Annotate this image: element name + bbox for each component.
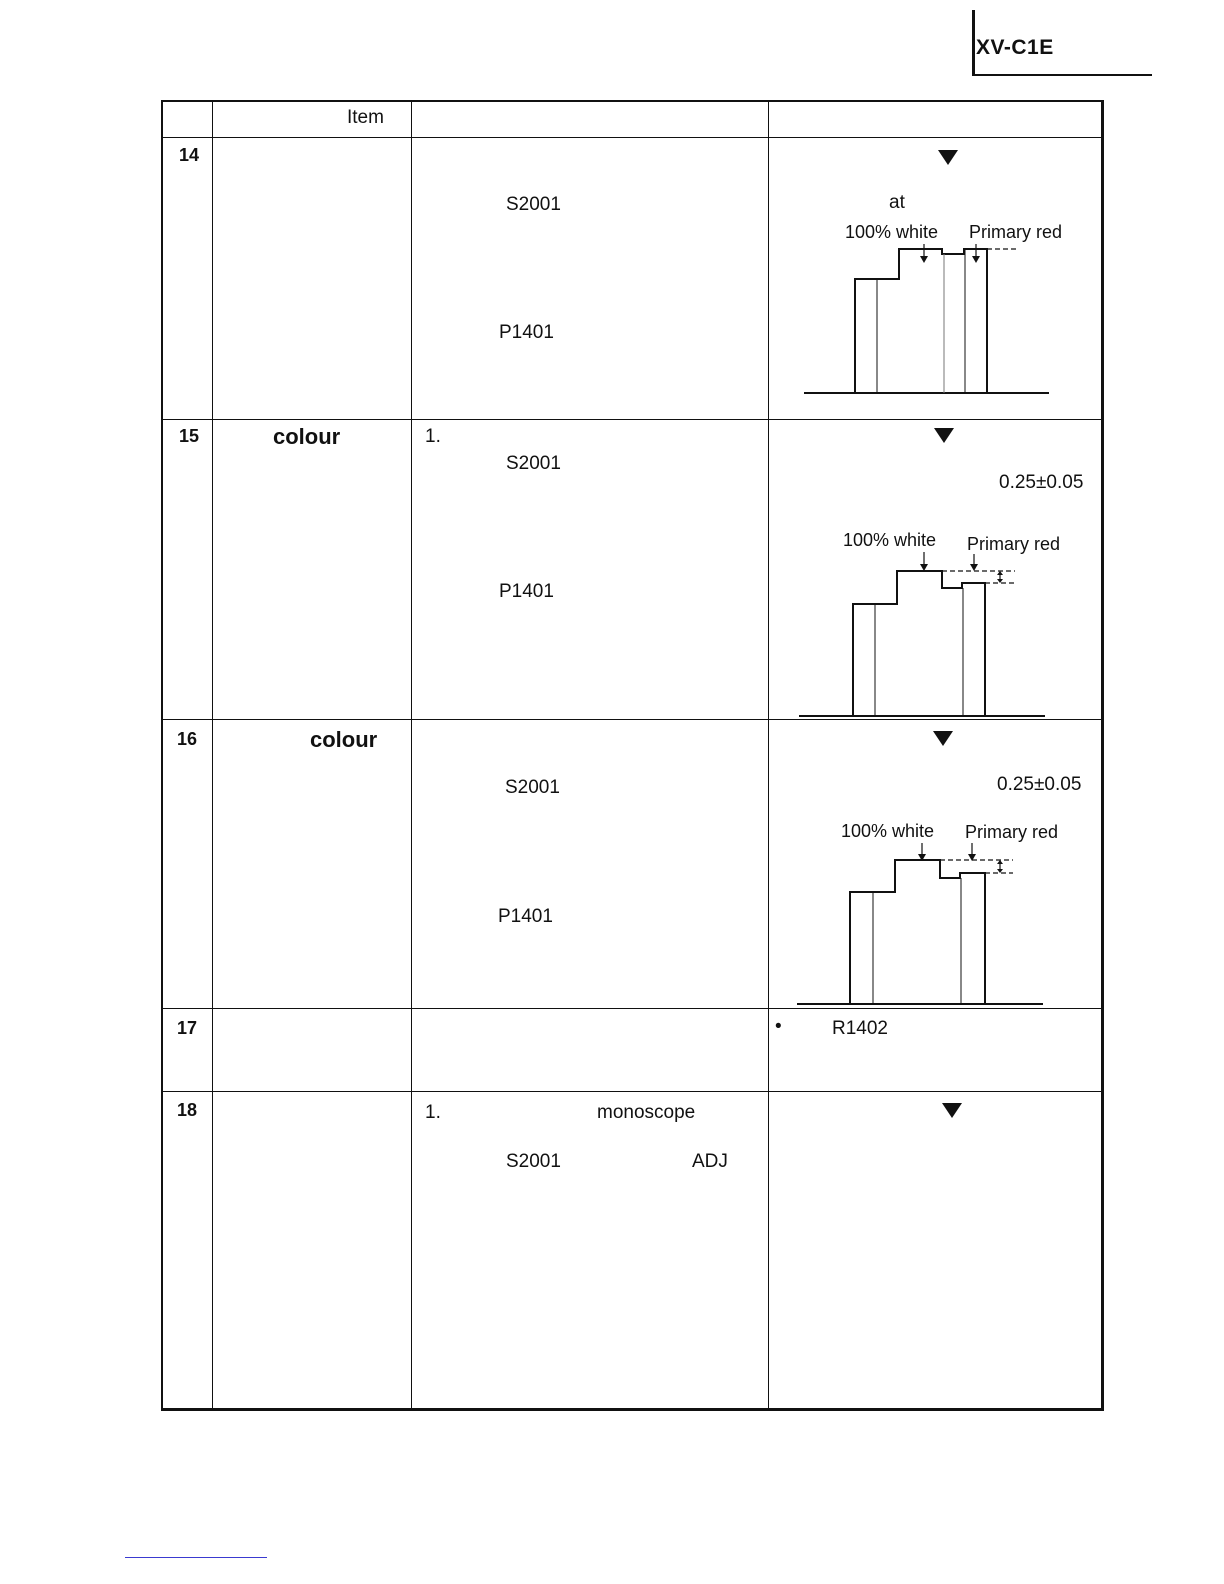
row-divider [163,137,1101,138]
column-divider [212,102,213,1408]
procedure-step-number: 1. [425,1102,441,1123]
row-number: 18 [177,1100,198,1120]
pointer-arrow-head [920,564,928,571]
waveform-diagram [799,217,1063,417]
pointer-arrow-head [970,564,978,571]
row-number: 17 [177,1018,198,1038]
waveform-trace [853,571,985,716]
down-triangle-icon [933,731,953,746]
waveform-note: at [889,192,905,213]
adjustment-table [161,100,1104,1411]
column-header-item: Item [347,107,384,128]
waveform-label-red: Primary red [969,222,1063,242]
item-label: colour [273,424,341,449]
waveform-label-white: 100% white [843,530,937,550]
waveform-label-white: 100% white [845,222,939,242]
down-triangle-icon [938,150,958,165]
row-divider [163,1091,1101,1092]
model-header [972,10,1152,76]
procedure-text: P1401 [498,906,553,927]
model-header-rule [972,10,975,76]
procedure-text: S2001 [506,453,561,474]
down-triangle-icon [934,428,954,443]
down-triangle-icon [942,1103,962,1118]
row-divider [163,419,1101,420]
waveform-trace [855,249,987,393]
column-divider [768,102,769,1408]
waveform-label-white: 100% white [841,821,935,841]
column-divider [411,102,412,1408]
waveform-trace [850,860,985,1004]
footer-rule [125,1557,267,1558]
procedure-text: P1401 [499,581,554,602]
waveform-diagram [797,524,1061,724]
row-number: 16 [177,729,198,749]
procedure-text: monoscope [597,1102,696,1123]
waveform-value: 0.25±0.05 [997,774,1082,795]
pointer-arrow-head [972,256,980,263]
model-number: XV-C1E [976,36,1054,59]
waveform-label-red: Primary red [967,534,1061,554]
row-number: 15 [179,426,200,446]
procedure-text: P1401 [499,322,554,343]
model-header-underline [972,74,1152,76]
waveform-diagram [795,814,1059,1014]
procedure-text: S2001 [505,777,560,798]
procedure-text: S2001 [506,1151,561,1172]
procedure-text: S2001 [506,194,561,215]
item-label: colour [310,727,378,752]
row-number: 14 [179,145,200,165]
waveform-label-red: Primary red [965,822,1059,842]
bullet: • [775,1016,782,1037]
procedure-step-number: 1. [425,426,441,447]
pointer-arrow-head [920,256,928,263]
waveform-value: 0.25±0.05 [999,472,1084,493]
note-text: R1402 [832,1018,888,1039]
procedure-text: ADJ [692,1151,728,1172]
